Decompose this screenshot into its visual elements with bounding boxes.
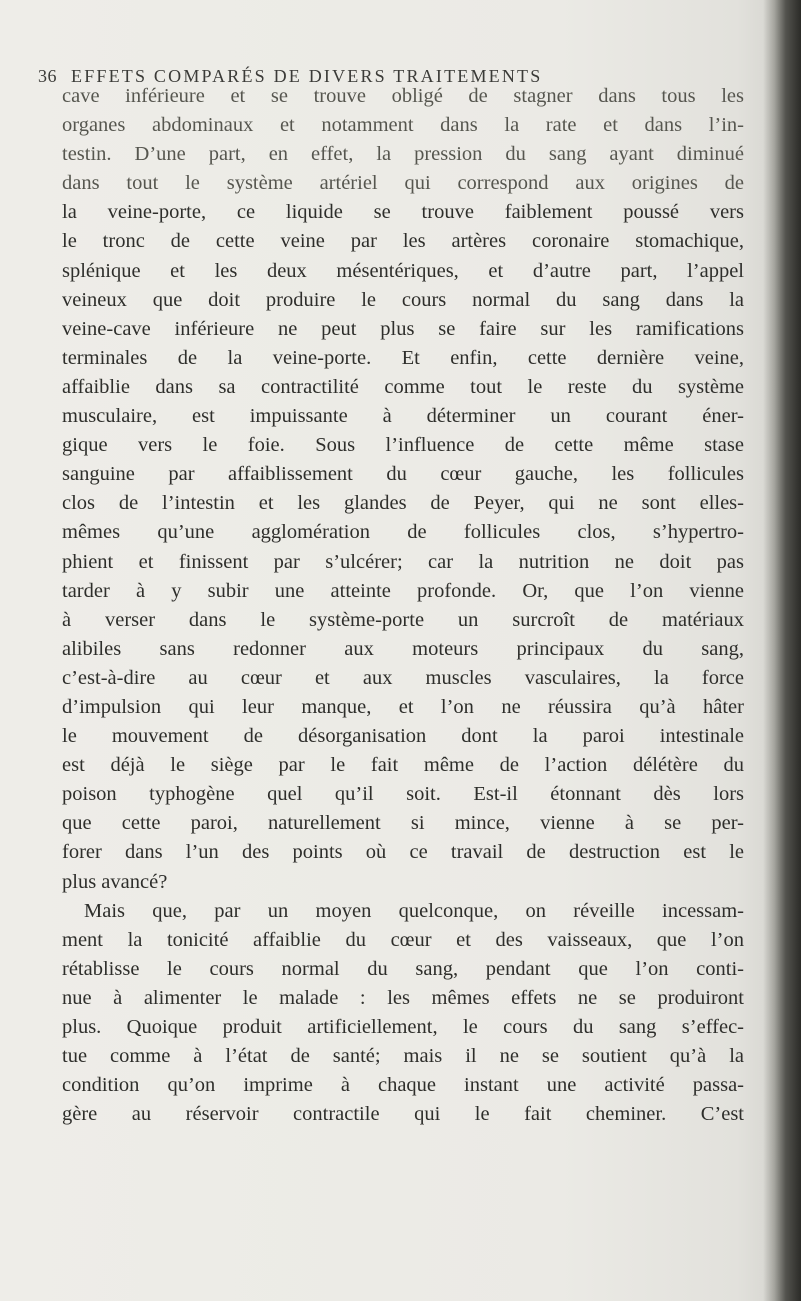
- text-line: mêmes qu’une agglomération de follicules clos, s’hypertro-: [62, 521, 744, 544]
- text-line: d’impulsion qui leur manque, et l’on ne réussira qu’à hâter: [62, 695, 744, 718]
- text-line: est déjà le siège par le fait même de l’action délétère du: [62, 754, 744, 777]
- text-line: tue comme à l’état de santé; mais il ne se soutient qu’à la: [62, 1045, 744, 1068]
- binding-shadow: [763, 0, 801, 1301]
- text-line: ment la tonicité affaiblie du cœur et des vaisseaux, que l’on: [62, 928, 744, 951]
- text-line: tarder à y subir une atteinte profonde. Or, que l’on vienne: [62, 579, 744, 602]
- text-line: phient et finissent par s’ulcérer; car la nutrition ne doit pas: [62, 550, 744, 573]
- text-line: dans tout le système artériel qui correspond aux origines de: [62, 172, 744, 195]
- text-line: nue à alimenter le malade : les mêmes effets ne se produiront: [62, 986, 744, 1009]
- text-line: poison typhogène quel qu’il soit. Est-il étonnant dès lors: [62, 783, 744, 806]
- body-text: [62, 82, 744, 1129]
- text-line: terminales de la veine-porte. Et enfin, cette dernière veine,: [62, 346, 744, 369]
- text-line: musculaire, est impuissante à déterminer un courant éner-: [62, 405, 744, 428]
- running-head-title: EFFETS COMPARÉS DE DIVERS TRAITEMENTS: [71, 66, 543, 86]
- page-number: 36: [38, 66, 57, 86]
- text-line: à verser dans le système-porte un surcroît de matériaux: [62, 608, 744, 631]
- text-line: sanguine par affaiblissement du cœur gauche, les follicules: [62, 463, 744, 486]
- text-line: affaiblie dans sa contractilité comme tout le reste du système: [62, 375, 744, 398]
- text-line: alibiles sans redonner aux moteurs principaux du sang,: [62, 637, 744, 660]
- text-line: forer dans l’un des points où ce travail de destruction est le: [62, 841, 744, 864]
- text-line: la veine-porte, ce liquide se trouve faiblement poussé vers: [62, 201, 744, 224]
- text-line: testin. D’une part, en effet, la pression du sang ayant diminué: [62, 143, 744, 166]
- text-line: clos de l’intestin et les glandes de Peyer, qui ne sont elles-: [62, 492, 744, 515]
- text-line: le mouvement de désorganisation dont la paroi intestinale: [62, 725, 744, 748]
- text-line: le tronc de cette veine par les artères coronaire stomachique,: [62, 230, 744, 253]
- text-line: plus avancé?: [62, 870, 168, 893]
- text-line: condition qu’on imprime à chaque instant une activité passa-: [62, 1074, 744, 1097]
- text-line: gique vers le foie. Sous l’influence de cette même stase: [62, 434, 744, 457]
- text-line: veine-cave inférieure ne peut plus se faire sur les ramifications: [62, 317, 744, 340]
- text-line: plus. Quoique produit artificiellement, le cours du sang s’effec-: [62, 1016, 744, 1038]
- text-line: que cette paroi, naturellement si mince, vienne à se per-: [62, 812, 744, 835]
- text-line: Mais que, par un moyen quelconque, on réveille incessam-: [84, 899, 744, 922]
- text-line: veineux que doit produire le cours normal du sang dans la: [62, 288, 744, 311]
- text-line: c’est-à-dire au cœur et aux muscles vasculaires, la force: [62, 666, 744, 689]
- text-line: organes abdominaux et notamment dans la rate et dans l’in-: [62, 114, 744, 137]
- text-line: rétablisse le cours normal du sang, pendant que l’on conti-: [62, 957, 744, 980]
- text-line: cave inférieure et se trouve obligé de stagner dans tous les: [62, 85, 744, 107]
- text-line: splénique et les deux mésentériques, et d’autre part, l’appel: [62, 259, 744, 282]
- text-line: gère au réservoir contractile qui le fait cheminer. C’est: [62, 1103, 744, 1126]
